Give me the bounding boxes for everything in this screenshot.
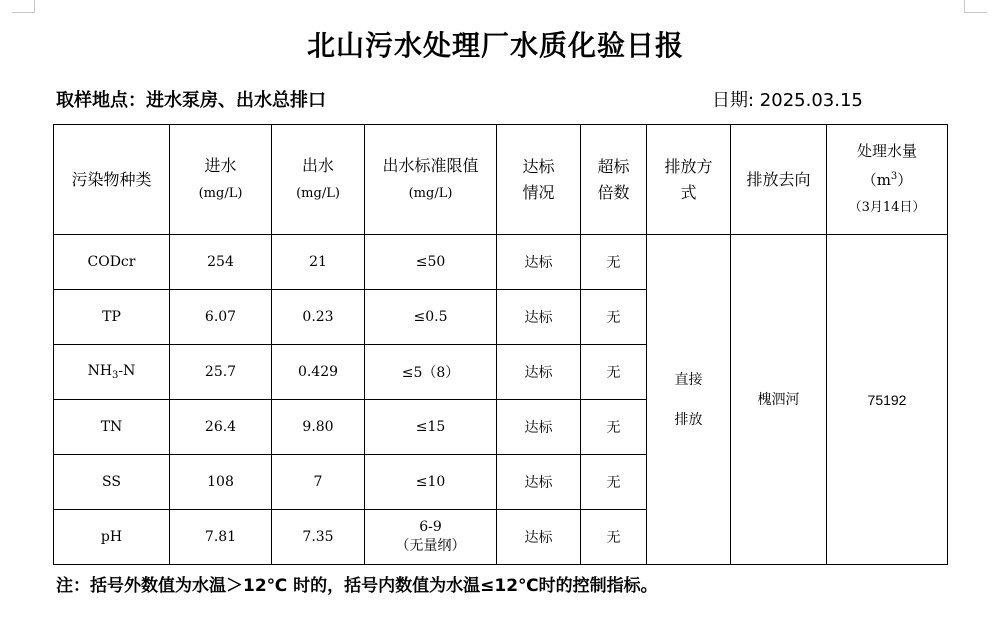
inflow-cell: 254 xyxy=(170,235,272,290)
limit-cell: ≤0.5 xyxy=(365,290,497,345)
outflow-cell: 21 xyxy=(272,235,365,290)
header-compliance: 达标 情况 xyxy=(497,125,581,235)
pollutant-cell: CODcr xyxy=(54,235,170,290)
inflow-cell: 7.81 xyxy=(170,510,272,565)
treated-volume-cell: 75192 xyxy=(827,235,948,565)
exceed-cell: 无 xyxy=(581,510,647,565)
exceed-cell: 无 xyxy=(581,455,647,510)
outflow-cell: 0.429 xyxy=(272,345,365,400)
header-outflow-limit: 出水标准限值 (mg/L) xyxy=(365,125,497,235)
exceed-cell: 无 xyxy=(581,235,647,290)
pollutant-cell: pH xyxy=(54,510,170,565)
inflow-cell: 25.7 xyxy=(170,345,272,400)
header-exceed-multiple: 超标 倍数 xyxy=(581,125,647,235)
discharge-destination-cell: 槐泗河 xyxy=(731,235,827,565)
report-date: 日期: 2025.03.15 xyxy=(712,90,863,111)
status-cell: 达标 xyxy=(497,235,581,290)
header-discharge-method: 排放方 式 xyxy=(647,125,731,235)
limit-cell: 6-9 （无量纲） xyxy=(365,510,497,565)
limit-cell: ≤15 xyxy=(365,400,497,455)
header-outflow: 出水 (mg/L) xyxy=(272,125,365,235)
outflow-cell: 0.23 xyxy=(272,290,365,345)
inflow-cell: 26.4 xyxy=(170,400,272,455)
limit-cell: ≤5（8） xyxy=(365,345,497,400)
pollutant-cell: TP xyxy=(54,290,170,345)
limit-cell: ≤10 xyxy=(365,455,497,510)
pollutant-cell: TN xyxy=(54,400,170,455)
header-treated-volume: 处理水量 $(m^3)$ （3月14日） xyxy=(827,125,948,235)
footnote: 注：括号外数值为水温＞12℃ 时的，括号内数值为水温≤12℃时的控制指标。 xyxy=(56,576,658,596)
limit-cell: ≤50 xyxy=(365,235,497,290)
sampling-location: 取样地点：进水泵房、出水总排口 xyxy=(56,90,326,111)
inflow-cell: 108 xyxy=(170,455,272,510)
exceed-cell: 无 xyxy=(581,290,647,345)
status-cell: 达标 xyxy=(497,400,581,455)
header-pollutant: 污染物种类 xyxy=(54,125,170,235)
status-cell: 达标 xyxy=(497,290,581,345)
page-corner-mark-right xyxy=(964,0,987,13)
report-title: 北山污水处理厂水质化验日报 xyxy=(306,29,684,62)
pollutant-cell: SS xyxy=(54,455,170,510)
header-inflow: 进水 (mg/L) xyxy=(170,125,272,235)
status-cell: 达标 xyxy=(497,510,581,565)
exceed-cell: 无 xyxy=(581,345,647,400)
pollutant-cell: $NH_3-N$ xyxy=(54,345,170,400)
table-row xyxy=(54,235,948,290)
header-discharge-destination: 排放去向 xyxy=(731,125,827,235)
outflow-cell: 9.80 xyxy=(272,400,365,455)
water-quality-table xyxy=(53,124,948,565)
outflow-cell: 7 xyxy=(272,455,365,510)
status-cell: 达标 xyxy=(497,345,581,400)
table-header-row xyxy=(54,125,948,235)
exceed-cell: 无 xyxy=(581,400,647,455)
inflow-cell: 6.07 xyxy=(170,290,272,345)
page-corner-mark-left xyxy=(12,0,35,13)
discharge-method-cell: 直接 排放 xyxy=(647,235,731,565)
outflow-cell: 7.35 xyxy=(272,510,365,565)
status-cell: 达标 xyxy=(497,455,581,510)
